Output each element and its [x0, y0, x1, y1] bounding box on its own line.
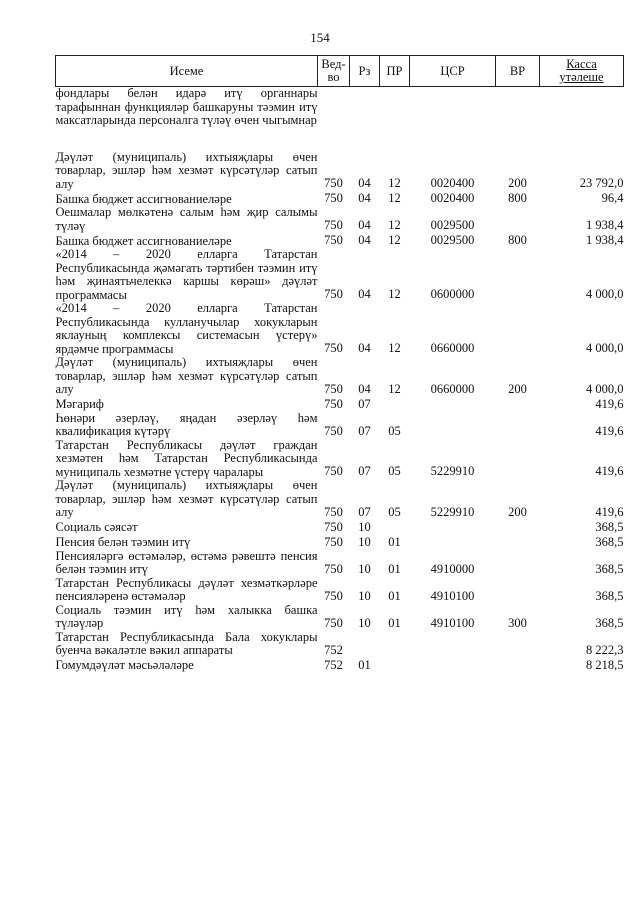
rz-cell: 04	[358, 381, 371, 396]
csr-cell: 0660000	[430, 341, 475, 355]
header-row	[56, 56, 624, 87]
vr-cell	[496, 87, 540, 151]
name-cell: Социаль тәэмин итү һәм халыкка башка түләүләр	[55, 602, 318, 630]
ved-cell: 750	[324, 534, 343, 549]
table-row	[56, 535, 624, 550]
table-row	[56, 397, 624, 412]
name-cell: Башка бюджет ассигнованиеләре	[55, 191, 232, 206]
page-number: 154	[310, 30, 330, 45]
csr-cell	[410, 631, 496, 658]
sum-cell: 368,5	[595, 519, 624, 534]
rz-cell: 10	[358, 588, 371, 603]
table-row	[56, 191, 624, 206]
pr-cell: 12	[388, 191, 401, 205]
pr-cell	[380, 658, 410, 673]
header-pr: ПР	[380, 56, 410, 87]
rz-cell: 04	[358, 233, 371, 247]
ved-cell: 752	[324, 657, 343, 672]
name-cell: Татарстан Республикасында Бала хокуклары буенча вәкаләтле вәкил аппараты	[55, 629, 318, 657]
table-row	[56, 302, 624, 356]
csr-cell: 0600000	[430, 287, 475, 301]
header-name: Исеме	[56, 56, 318, 87]
vr-cell: 800	[508, 191, 527, 205]
csr-cell: 0020400	[430, 191, 475, 205]
sum-cell: 368,5	[595, 561, 624, 576]
csr-cell	[410, 397, 496, 412]
name-cell: Дәүләт (муниципаль) ихтыяҗлары өчен товарлар, эшләр һәм хезмәт күрсәтүләр сатып алу	[55, 355, 318, 396]
rz-cell: 10	[358, 519, 371, 534]
rz-cell: 07	[358, 396, 371, 411]
ved-cell: 750	[324, 504, 343, 519]
vr-cell	[496, 658, 540, 673]
csr-cell: 0020400	[430, 176, 475, 190]
ved-cell: 750	[324, 381, 343, 396]
rz-cell	[350, 87, 380, 151]
name-cell: «2014 – 2020 елларга Татарстан Республикасында җәмәгать тәртибен тәэмин итү һәм җинаятьчелеккә каршы көрәш» дәүләт программасы	[55, 247, 318, 302]
table-row	[56, 233, 624, 248]
sum-cell: 419,6	[595, 504, 624, 519]
vr-cell: 800	[508, 233, 527, 247]
header-ved-label: Вед- во	[321, 57, 346, 84]
name-cell: Дәүләт (муниципаль) ихтыяҗлары өчен товарлар, эшләр һәм хезмәт күрсәтүләр сатып алу	[55, 149, 318, 191]
table-row	[56, 87, 624, 151]
rz-cell: 04	[358, 218, 371, 232]
header-rz: Рз	[350, 56, 380, 87]
sum-cell: 23 792,0	[579, 176, 624, 190]
ved-cell: 750	[324, 233, 343, 247]
sum-cell: 8 222,3	[586, 642, 624, 657]
sum-cell: 4 000,0	[586, 341, 624, 355]
sum-cell: 8 218,5	[586, 657, 624, 672]
rz-cell: 07	[358, 504, 371, 519]
header-kassa-label: Касса утәлеше	[559, 57, 604, 84]
ved-cell: 752	[324, 642, 343, 657]
pr-cell: 12	[388, 176, 401, 190]
name-cell: Гомумдәүләт мәсьәләләре	[55, 658, 194, 672]
sum-cell: 4 000,0	[586, 287, 624, 301]
csr-cell: 4910100	[430, 588, 475, 603]
rz-cell: 07	[358, 423, 371, 438]
csr-cell: 4910100	[430, 615, 475, 630]
csr-cell: 0029500	[430, 233, 475, 247]
ved-cell: 750	[324, 341, 343, 355]
pr-cell: 12	[388, 381, 401, 396]
sum-cell: 419,6	[595, 423, 624, 438]
name-cell: Пенсияләргә өстәмәләр, өстәмә рәвештә пенсия белән тәэмин итү	[55, 548, 318, 576]
csr-cell	[410, 658, 496, 673]
pr-cell	[380, 631, 410, 658]
ved-cell: 750	[324, 464, 343, 478]
pr-cell: 12	[388, 341, 401, 355]
ved-cell: 750	[324, 396, 343, 411]
csr-cell: 0660000	[430, 381, 475, 396]
budget-table	[55, 55, 624, 673]
rz-cell: 04	[358, 287, 371, 301]
table-row	[56, 206, 624, 233]
name-cell: Башка бюджет ассигнованиеләре	[55, 233, 232, 248]
pr-cell: 05	[388, 464, 401, 478]
sum-cell: 419,6	[595, 396, 624, 411]
csr-cell: 5229910	[430, 464, 475, 478]
csr-cell	[410, 520, 496, 535]
ved-cell: 750	[324, 176, 343, 190]
pr-cell: 05	[388, 423, 401, 438]
name-cell: Социаль сәясәт	[55, 520, 138, 534]
name-cell: Һөнәри әзерләү, яңадан әзерләү һәм квалификация күтәрү	[55, 410, 318, 438]
rz-cell	[350, 631, 380, 658]
pr-cell: 01	[388, 615, 401, 630]
vr-cell	[496, 439, 540, 480]
rz-cell: 07	[358, 464, 371, 478]
table-row	[56, 248, 624, 302]
table-row	[56, 520, 624, 535]
csr-cell	[410, 412, 496, 439]
vr-cell	[496, 412, 540, 439]
vr-cell	[496, 577, 540, 604]
ved-cell: 750	[324, 287, 343, 301]
ved-cell: 750	[324, 561, 343, 576]
name-cell: Татарстан Республикасы дәүләт хезмәткәрләре пенсияләренә өстәмәләр	[55, 575, 318, 603]
pr-cell: 01	[388, 561, 401, 576]
pr-cell: 01	[388, 534, 401, 549]
ved-cell	[318, 87, 350, 151]
table-row	[56, 631, 624, 658]
name-cell: Оешмалар мөлкәтенә салым һәм җир салымы түләү	[55, 205, 318, 233]
header-ved	[318, 56, 350, 87]
csr-cell: 0029500	[430, 218, 475, 232]
table-row	[56, 479, 624, 520]
pr-cell: 01	[388, 588, 401, 603]
name-cell: Пенсия белән тәэмин итү	[55, 535, 191, 549]
rz-cell: 04	[358, 341, 371, 355]
sum-cell: 1 938,4	[586, 233, 624, 247]
sum-cell: 1 938,4	[586, 218, 624, 232]
table-row	[56, 577, 624, 604]
pr-cell	[380, 397, 410, 412]
vr-cell	[496, 535, 540, 550]
name-cell: Мәгариф	[55, 397, 104, 411]
sum-cell: 368,5	[595, 534, 624, 549]
name-cell: Дәүләт (муниципаль) ихтыяҗлары өчен товарлар, эшләр һәм хезмәт күрсәтүләр сатып алу	[55, 478, 318, 519]
name-cell: фондлары белән идарә итү органнары тарафыннан функцияләр башкаруны тәэмин итү максатларында персоналга түләү өчен чыгымнар	[55, 86, 318, 127]
sum-cell: 368,5	[595, 615, 624, 630]
sum-cell: 96,4	[601, 191, 624, 205]
pr-cell: 12	[388, 218, 401, 232]
sum-cell	[540, 87, 624, 151]
ved-cell: 750	[324, 588, 343, 603]
ved-cell: 750	[324, 191, 343, 205]
table-row	[56, 412, 624, 439]
ved-cell: 750	[324, 218, 343, 232]
pr-cell: 12	[388, 233, 401, 247]
table-row	[56, 439, 624, 480]
vr-cell	[496, 397, 540, 412]
header-kassa	[540, 56, 624, 87]
vr-cell	[496, 631, 540, 658]
vr-cell	[496, 550, 540, 577]
vr-cell	[496, 302, 540, 356]
sum-cell: 419,6	[595, 464, 624, 478]
csr-cell: 5229910	[430, 504, 475, 519]
vr-cell	[496, 520, 540, 535]
ved-cell: 750	[324, 519, 343, 534]
vr-cell: 300	[508, 615, 527, 630]
rz-cell: 10	[358, 534, 371, 549]
vr-cell	[496, 248, 540, 302]
rz-cell: 04	[358, 191, 371, 205]
pr-cell	[380, 520, 410, 535]
csr-cell	[410, 87, 496, 151]
table-row	[56, 151, 624, 192]
csr-cell: 4910000	[430, 561, 475, 576]
table-row	[56, 356, 624, 397]
rz-cell: 01	[358, 657, 371, 672]
csr-cell	[410, 535, 496, 550]
sum-cell: 368,5	[595, 588, 624, 603]
header-vr: ВР	[496, 56, 540, 87]
header-csr: ЦСР	[410, 56, 496, 87]
table-row	[56, 658, 624, 673]
vr-cell: 200	[508, 176, 527, 190]
name-cell: Татарстан Республикасы дәүләт граждан хезмәтен һәм Татарстан Республикасында муниципаль хезмәтне үстерү чаралары	[55, 437, 318, 479]
rz-cell: 10	[358, 615, 371, 630]
table-row	[56, 550, 624, 577]
rz-cell: 10	[358, 561, 371, 576]
ved-cell: 750	[324, 615, 343, 630]
pr-cell: 05	[388, 504, 401, 519]
sum-cell: 4 000,0	[586, 381, 624, 396]
vr-cell	[496, 206, 540, 233]
pr-cell: 12	[388, 287, 401, 301]
pr-cell	[380, 87, 410, 151]
table-row	[56, 604, 624, 631]
name-cell: «2014 – 2020 елларга Татарстан Республикасында кулланучылар хокукларын яклауның комплексы системасын үстерү» ярдәмче программасы	[55, 301, 318, 356]
vr-cell: 200	[508, 504, 527, 519]
rz-cell: 04	[358, 176, 371, 190]
vr-cell: 200	[508, 381, 527, 396]
ved-cell: 750	[324, 423, 343, 438]
